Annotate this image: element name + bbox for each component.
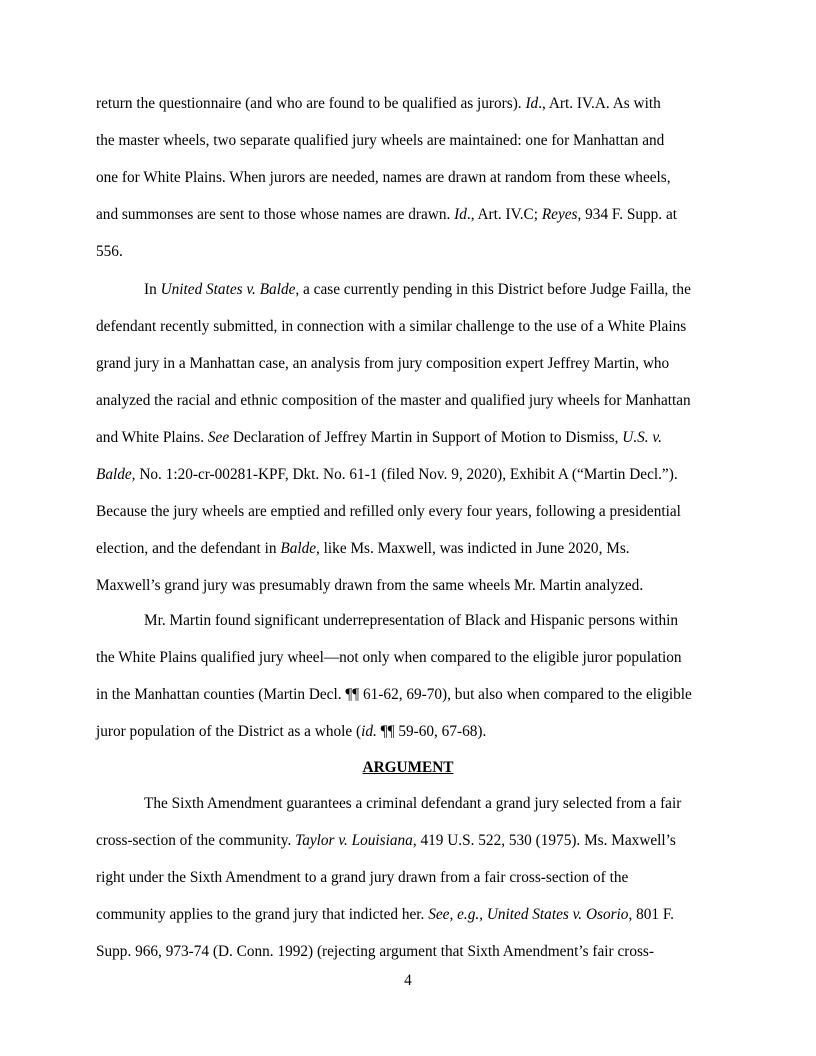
- text-line: [96, 466, 736, 484]
- text-line: [96, 392, 736, 410]
- text-line: [144, 281, 784, 299]
- text-segment: and summonses are sent to those whose names are drawn.: [96, 206, 455, 223]
- text-line: [96, 540, 736, 558]
- text-line: [96, 95, 736, 113]
- italic-citation: Id: [454, 206, 467, 223]
- text-segment: Supp. 966, 973-74 (D. Conn. 1992) (rejecting argument that Sixth Amendment’s fair cross-: [96, 943, 654, 960]
- italic-citation: See: [207, 429, 230, 446]
- text-line: [96, 649, 736, 667]
- italic-citation: id.: [361, 723, 377, 740]
- text-segment: like Ms. Maxwell, was indicted in June 2020, Ms.: [319, 540, 630, 557]
- text-line: [96, 243, 736, 261]
- text-segment: , 419 U.S. 522, 530 (1975). Ms. Maxwell’s: [412, 832, 676, 849]
- text-segment: juror population of the District as a whole (: [96, 723, 362, 740]
- text-segment: cross-section of the community.: [96, 832, 296, 849]
- text-segment: , 801 F.: [628, 906, 674, 923]
- text-line: [96, 318, 736, 336]
- text-segment: community applies to the grand jury that indicted her.: [96, 906, 429, 923]
- text-segment: Because the jury wheels are emptied and refilled only every four years, following a presidential: [96, 503, 681, 520]
- text-segment: in the Manhattan counties (Martin Decl. ¶¶ 61-62, 69-70), but also when compared to the eligible: [96, 686, 692, 703]
- italic-citation: Taylor v. Louisiana: [295, 832, 413, 849]
- text-line: [96, 355, 736, 373]
- italic-citation: Reyes: [541, 206, 578, 223]
- text-segment: the White Plains qualified jury wheel—not only when compared to the eligible juror population: [96, 649, 682, 666]
- text-segment: analyzed the racial and ethnic composition of the master and qualified jury wheels for Manhattan: [96, 392, 691, 409]
- italic-citation: U.S. v.: [622, 429, 662, 446]
- text-line: [144, 612, 784, 630]
- text-segment: right under the Sixth Amendment to a grand jury drawn from a fair cross-section of the: [96, 869, 629, 886]
- text-line: [96, 723, 736, 741]
- text-segment: ., Art. IV.C;: [466, 206, 542, 223]
- text-line: [144, 795, 784, 813]
- text-segment: Maxwell’s grand jury was presumably drawn from the same wheels Mr. Martin analyzed.: [96, 577, 644, 594]
- text-segment: ., Art. IV.A. As with: [538, 95, 661, 112]
- text-line: [96, 503, 736, 521]
- text-line: [96, 869, 736, 887]
- text-segment: Mr. Martin found significant underrepresentation of Black and Hispanic persons within: [144, 612, 678, 629]
- text-segment: ¶¶ 59-60, 67-68).: [376, 723, 487, 740]
- text-segment: 556.: [96, 243, 123, 260]
- text-line: [96, 943, 736, 961]
- text-line: [96, 686, 736, 704]
- text-line: [96, 206, 736, 224]
- text-segment: , 934 F. Supp. at: [577, 206, 677, 223]
- text-segment: election, and the defendant in: [96, 540, 281, 557]
- text-segment: defendant recently submitted, in connection with a similar challenge to the use of a White Plains: [96, 318, 687, 335]
- text-segment: grand jury in a Manhattan case, an analysis from jury composition expert Jeffrey Martin, who: [96, 355, 670, 372]
- italic-citation: Balde,: [280, 540, 320, 557]
- text-line: [96, 906, 736, 924]
- text-segment: the master wheels, two separate qualified jury wheels are maintained: one for Manhattan and: [96, 132, 665, 149]
- page-number: 4: [404, 972, 412, 989]
- text-segment: The Sixth Amendment guarantees a criminal defendant a grand jury selected from a fair: [144, 795, 682, 812]
- text-line: [96, 132, 736, 150]
- italic-citation: Id: [525, 95, 539, 112]
- text-segment: and White Plains.: [96, 429, 208, 446]
- section-heading: ARGUMENT: [362, 759, 454, 776]
- italic-citation: Balde,: [96, 466, 136, 483]
- text-segment: In: [144, 281, 161, 298]
- text-line: [96, 577, 736, 595]
- text-segment: No. 1:20-cr-00281-KPF, Dkt. No. 61-1 (filed Nov. 9, 2020), Exhibit A (“Martin Decl.”).: [135, 466, 678, 483]
- italic-citation: See, e.g., United States v. Osorio: [428, 906, 629, 923]
- text-segment: Declaration of Jeffrey Martin in Support of Motion to Dismiss,: [229, 429, 623, 446]
- text-line: [96, 429, 736, 447]
- italic-citation: United States v. Balde,: [160, 281, 300, 298]
- text-line: [96, 832, 736, 850]
- text-segment: return the questionnaire (and who are found to be qualified as jurors).: [96, 95, 526, 112]
- text-segment: one for White Plains. When jurors are needed, names are drawn at random from these wheels,: [96, 169, 671, 186]
- text-line: [96, 169, 736, 187]
- text-segment: a case currently pending in this District before Judge Failla, the: [299, 281, 691, 298]
